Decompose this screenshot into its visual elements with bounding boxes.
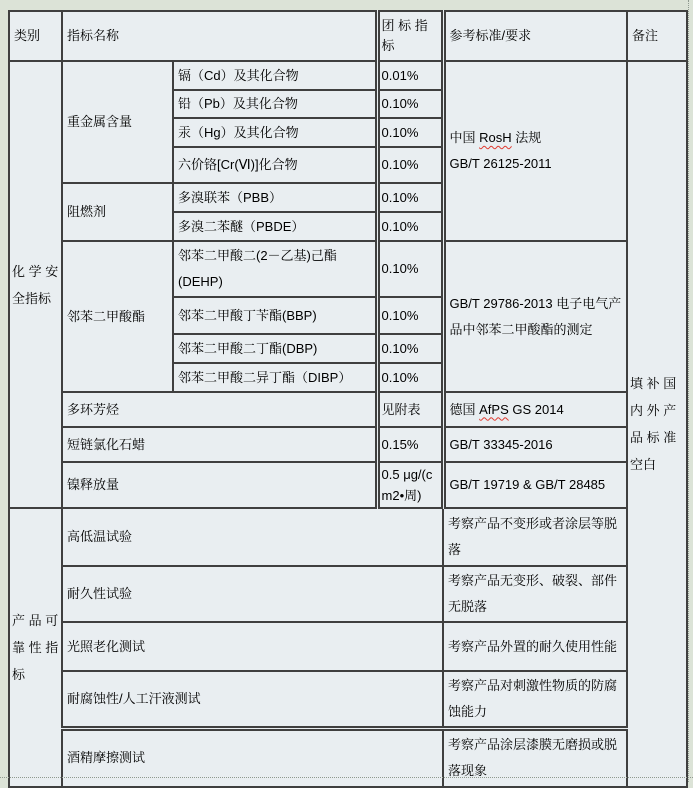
requirement-cell-temperature-test: 考察产品不变形或者涂层等脱落 [443,508,627,566]
value-cell-pbde: 0.10% [377,212,443,241]
reference-cell-phthalates: GB/T 29786-2013 电子电气产品中邻苯二甲酸酯的测定 [443,241,627,392]
category-cell-chemical-safety [9,61,62,508]
requirement-cell-light-aging-test: 考察产品外置的耐久使用性能 [443,622,627,671]
indicator-cell-nickel: 镍释放量 [62,462,377,508]
indicator-cell-dehp: 邻苯二甲酸二(2－乙基)己酯(DEHP) [173,241,377,297]
remark-line1: 填 补 国 [630,375,677,391]
indicator-cell-pah: 多环芳烃 [62,392,377,427]
indicator-cell-chromium: 六价铬[Cr(Ⅵ)]化合物 [173,147,377,183]
value-cell-sccp: 0.15% [377,427,443,462]
group-cell-phthalates: 邻苯二甲酸酯 [62,241,173,392]
table-row-pah [9,392,687,427]
reference-cell-nickel: GB/T 19719 & GB/T 28485 [443,462,627,508]
indicator-cell-lead: 铅（Pb）及其化合物 [173,90,377,118]
col-header-group-standard [377,11,443,61]
reference-cell-rohs [443,61,627,241]
category-reliability-line2: 靠 性 指 [12,639,59,655]
indicator-cell-light-aging-test: 光照老化测试 [62,622,443,671]
indicator-cell-cadmium: 镉（Cd）及其化合物 [173,61,377,90]
col-header-group-standard-line1: 团 标 指 [381,18,428,33]
reference-rohs-suffix: 法规 [511,130,542,145]
remark-line2: 内 外 产 [630,402,677,418]
indicator-cell-corrosion-test: 耐腐蚀性/人工汗液测试 [62,671,443,729]
table-row-cadmium [9,61,687,90]
value-cell-nickel: 0.5 μg/(cm2•周) [377,462,443,508]
table-row-corrosion-test [9,671,687,729]
reference-cell-pah [443,392,627,427]
indicator-cell-temperature-test: 高低温试验 [62,508,443,566]
value-cell-dibp: 0.10% [377,363,443,392]
value-cell-pbb: 0.10% [377,183,443,212]
remark-line3: 品 标 准 [630,429,677,445]
indicator-cell-mercury: 汞（Hg）及其化合物 [173,118,377,147]
category-chemical-line1: 化 学 安 [12,263,59,279]
indicator-cell-bbp: 邻苯二甲酸丁苄酯(BBP) [173,297,377,334]
indicator-cell-durability-test: 耐久性试验 [62,566,443,622]
table-row-nickel [9,462,687,508]
reference-rohs-misspelled-word: RosH [479,130,512,145]
col-header-remark: 备注 [627,11,687,61]
requirement-cell-corrosion-test: 考察产品对刺激性物质的防腐蚀能力 [443,671,627,729]
remark-cell [627,61,687,787]
standards-table [8,10,688,788]
reference-rohs-line1 [450,125,623,151]
reference-rohs-line2: GB/T 26125-2011 [449,156,552,171]
col-header-indicator: 指标名称 [62,11,377,61]
table-row-sccp [9,427,687,462]
value-cell-pah: 见附表 [377,392,443,427]
reference-pah-prefix: 德国 [449,401,480,417]
indicator-cell-dibp: 邻苯二甲酸二异丁酯（DIBP） [173,363,377,392]
indicator-cell-alcohol-rub-test: 酒精摩擦测试 [62,729,443,787]
indicator-cell-pbb: 多溴联苯（PBB） [173,183,377,212]
group-cell-flame-retardants: 阻燃剂 [62,183,173,241]
remark-line4: 空白 [630,456,657,472]
indicator-cell-sccp: 短链氯化石蜡 [62,427,377,462]
col-header-reference: 参考标准/要求 [443,11,627,61]
page-text-boundary-bottom [0,777,693,778]
requirement-cell-alcohol-rub-test: 考察产品涂层漆膜无磨损或脱落现象 [443,729,627,787]
group-cell-heavy-metals: 重金属含量 [62,61,173,183]
reference-pah-suffix: GS 2014 [508,401,564,417]
indicator-cell-pbde: 多溴二苯醚（PBDE） [173,212,377,241]
indicator-cell-dbp: 邻苯二甲酸二丁酯(DBP) [173,334,377,363]
reference-cell-sccp: GB/T 33345-2016 [443,427,627,462]
table-row-temperature-test [9,508,687,566]
category-chemical-line2: 全指标 [12,290,52,306]
value-cell-dbp: 0.10% [377,334,443,363]
value-cell-chromium: 0.10% [377,147,443,183]
header-row [9,11,687,61]
reference-rohs-prefix: 中国 [449,130,480,145]
col-header-group-standard-line2: 标 [381,38,395,53]
value-cell-cadmium: 0.01% [377,61,443,90]
category-reliability-line3: 标 [12,666,26,682]
col-header-category: 类别 [9,11,62,61]
table-row-light-aging-test [9,622,687,671]
value-cell-lead: 0.10% [377,90,443,118]
value-cell-bbp: 0.10% [377,297,443,334]
value-cell-mercury: 0.10% [377,118,443,147]
table-row-dehp [9,241,687,297]
category-reliability-line1: 产 品 可 [12,612,59,628]
category-cell-reliability [9,508,62,787]
value-cell-dehp: 0.10% [377,241,443,297]
table-row-durability-test [9,566,687,622]
page-text-boundary-right [688,0,689,782]
reference-pah-misspelled-word: AfPS [479,401,509,417]
requirement-cell-durability-test: 考察产品无变形、破裂、部件无脱落 [443,566,627,622]
